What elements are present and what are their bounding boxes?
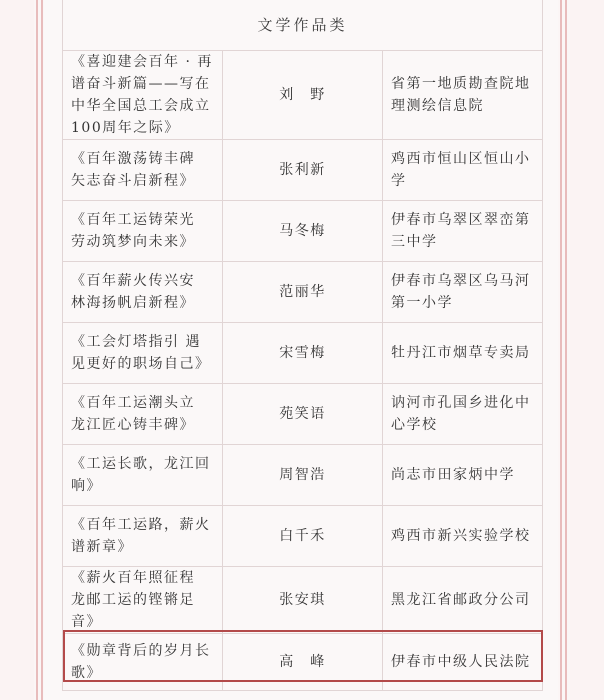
author-name: 范丽华 <box>223 262 383 323</box>
table-row <box>63 567 543 634</box>
author-name: 张利新 <box>223 140 383 201</box>
page-edge-left <box>0 0 34 700</box>
table-row <box>63 201 543 262</box>
work-title: 《百年工运铸荣光 劳动筑梦向未来》 <box>63 201 223 262</box>
author-unit: 尚志市田家炳中学 <box>383 445 543 506</box>
table-row <box>63 51 543 140</box>
author-unit: 黑龙江省邮政分公司 <box>383 567 543 634</box>
author-unit: 鸡西市恒山区恒山小学 <box>383 140 543 201</box>
author-unit: 伊春市乌翠区乌马河第一小学 <box>383 262 543 323</box>
table-row <box>63 384 543 445</box>
table-row <box>63 634 543 691</box>
work-title: 《勋章背后的岁月长歌》 <box>63 634 223 691</box>
work-title: 《百年工运潮头立 龙江匠心铸丰碑》 <box>63 384 223 445</box>
table-row <box>63 445 543 506</box>
work-title: 《工运长歌，龙江回响》 <box>63 445 223 506</box>
work-title: 《百年激荡铸丰碑 矢志奋斗启新程》 <box>63 140 223 201</box>
awards-table <box>62 0 543 691</box>
work-title: 《工会灯塔指引 遇见更好的职场自己》 <box>63 323 223 384</box>
author-unit: 讷河市孔国乡进化中心学校 <box>383 384 543 445</box>
table-row <box>63 140 543 201</box>
section-title: 文学作品类 <box>63 0 543 51</box>
author-name: 白千禾 <box>223 506 383 567</box>
table-row <box>63 323 543 384</box>
table-row <box>63 506 543 567</box>
border-line-right-outer <box>565 0 567 700</box>
author-name: 高 峰 <box>223 634 383 691</box>
border-line-right-inner <box>560 0 562 700</box>
author-name: 周智浩 <box>223 445 383 506</box>
author-unit: 牡丹江市烟草专卖局 <box>383 323 543 384</box>
author-unit: 伊春市乌翠区翠峦第三中学 <box>383 201 543 262</box>
table-header-row <box>63 0 543 51</box>
author-name: 马冬梅 <box>223 201 383 262</box>
work-title: 《薪火百年照征程 龙邮工运的铿锵足音》 <box>63 567 223 634</box>
border-line-left-inner <box>41 0 43 700</box>
author-unit: 省第一地质勘查院地理测绘信息院 <box>383 51 543 140</box>
author-name: 苑笑语 <box>223 384 383 445</box>
table-row <box>63 262 543 323</box>
work-title: 《百年工运路，薪火谱新章》 <box>63 506 223 567</box>
author-name: 宋雪梅 <box>223 323 383 384</box>
page-edge-right <box>570 0 604 700</box>
work-title: 《喜迎建会百年 · 再谱奋斗新篇——写在中华全国总工会成立100周年之际》 <box>63 51 223 140</box>
work-title: 《百年薪火传兴安 林海扬帆启新程》 <box>63 262 223 323</box>
author-unit: 鸡西市新兴实验学校 <box>383 506 543 567</box>
author-name: 张安琪 <box>223 567 383 634</box>
author-name: 刘 野 <box>223 51 383 140</box>
border-line-left-outer <box>36 0 38 700</box>
author-unit: 伊春市中级人民法院 <box>383 634 543 691</box>
